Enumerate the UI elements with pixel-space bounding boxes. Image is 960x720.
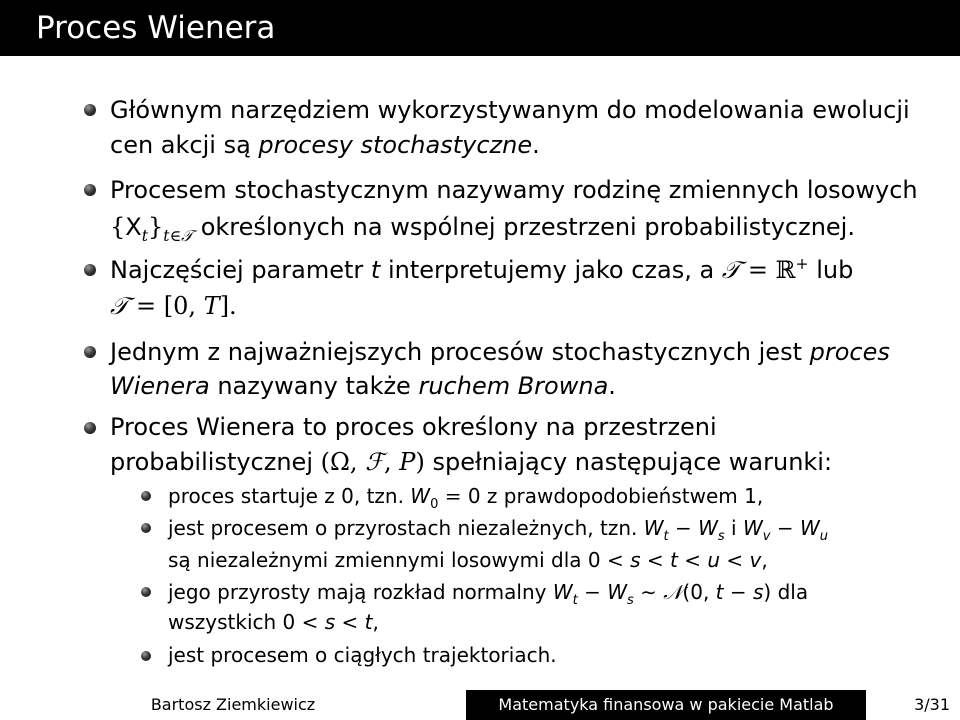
bullet-1-line-1: Głównym narzędziem wykorzystywanym do modelowania ewolucji — [110, 96, 910, 124]
bullet-3-line-2: 𝒯 = [0, T]. — [110, 292, 237, 320]
sub-bullet-icon — [141, 491, 151, 501]
sub-bullet-icon — [141, 587, 151, 597]
condition-3-line-1: jego przyrosty mają rozkład normalny $W_t - W_s$ ∼ 𝒩(0, t − s) dla — [168, 580, 809, 608]
bullet-icon — [84, 104, 96, 116]
bullet-icon — [84, 422, 96, 434]
footer-author: Bartosz Ziemkiewicz — [0, 690, 466, 720]
condition-3-line-2: wszystkich 0 < s < t, — [168, 610, 379, 634]
condition-1: proces startuje z 0, tzn. $W_0 = 0$ z prawdopodobieństwem 1, — [168, 484, 764, 512]
bullet-5-line-2: probabilistycznej (Ω, ℱ, P) spełniający następujące warunki: — [110, 448, 833, 476]
bullet-5-line-1: Proces Wienera to proces określony na przestrzeni — [110, 413, 717, 441]
bullet-icon — [84, 346, 96, 358]
condition-2-line-2: są niezależnymi zmiennymi losowymi dla 0 < s < t < u < v, — [168, 548, 768, 572]
bullet-3-line-1: Najczęściej parametr t interpretujemy jako czas, a 𝒯 = ℝ+ lub — [110, 255, 854, 284]
bullet-2-line-2: $\{X_t\}_{t\in 𝒯}$ określonych na wspólnej przestrzeni probabilistycznej. — [110, 213, 855, 245]
sub-bullet-icon — [141, 523, 151, 533]
footer-title: Matematyka finansowa w pakiecie Matlab — [468, 690, 864, 720]
condition-4: jest procesem o ciągłych trajektoriach. — [168, 643, 557, 667]
sub-bullet-icon — [141, 651, 151, 661]
bullet-icon — [84, 264, 96, 276]
bullet-4-line-2: Wienera nazywany także ruchem Browna. — [110, 372, 616, 400]
footer-bar — [0, 690, 960, 720]
bullet-2-line-1: Procesem stochastycznym nazywamy rodzinę zmiennych losowych — [110, 176, 918, 204]
bullet-1-line-2: cen akcji są procesy stochastyczne. — [110, 131, 540, 159]
condition-2-line-1: jest procesem o przyrostach niezależnych, tzn. $W_t - W_s$ i $W_v - W_u$ — [168, 516, 828, 544]
bullet-4-line-1: Jednym z najważniejszych procesów stochastycznych jest proces — [110, 338, 890, 366]
slide-title: Proces Wienera — [36, 10, 276, 46]
footer-page-number: 3/31 — [866, 690, 960, 720]
bullet-icon — [84, 184, 96, 196]
